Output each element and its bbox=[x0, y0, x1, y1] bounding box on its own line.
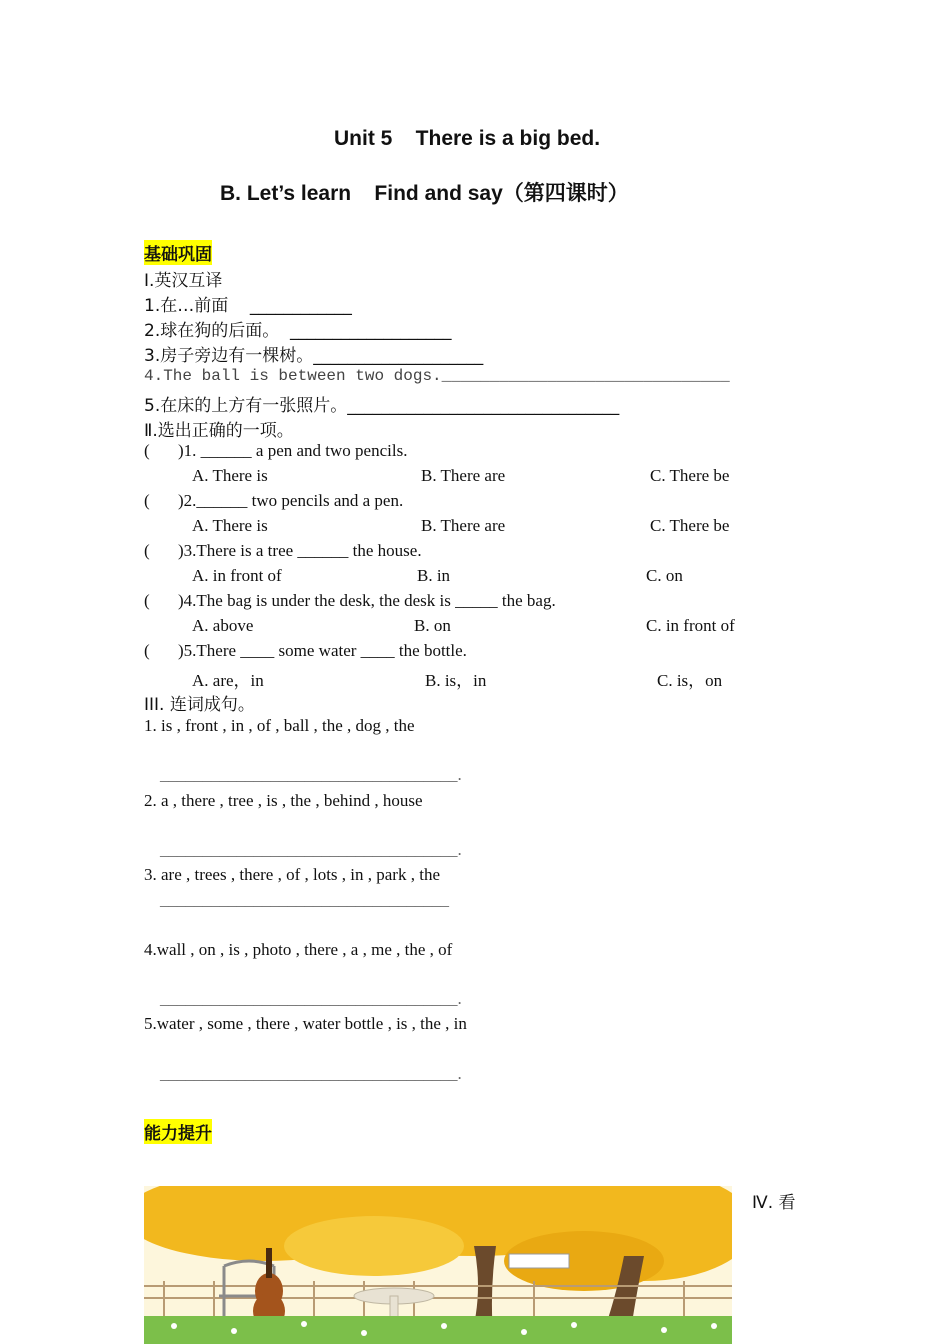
question-paren: ( bbox=[144, 541, 150, 560]
part2-heading: Ⅱ.选出正确的一项。 bbox=[144, 421, 294, 441]
park-scene-illustration bbox=[144, 1186, 732, 1344]
park-sign bbox=[509, 1254, 569, 1268]
option-a: A. in front of bbox=[192, 566, 282, 585]
word-list: 1. is , front , in , of , ball , the , dog , the bbox=[144, 716, 415, 735]
answer-line: ___________________________________. bbox=[160, 989, 462, 1008]
option-b: B. on bbox=[414, 616, 451, 635]
part1-item: 3.房子旁边有一棵树。____________________ bbox=[144, 346, 484, 366]
part1-item: 5.在床的上方有一张照片。________________________________ bbox=[144, 396, 620, 416]
option-c: C. There be bbox=[650, 516, 730, 535]
word-list: 5.water , some , there , water bottle , is , the , in bbox=[144, 1014, 467, 1033]
option-c: C. is，on bbox=[657, 671, 723, 690]
question-paren: ( bbox=[144, 491, 150, 510]
option-a: A. are，in bbox=[192, 671, 264, 690]
question-stem: )1. ______ a pen and two pencils. bbox=[178, 441, 408, 460]
answer-line: ___________________________________. bbox=[160, 840, 462, 859]
option-c: C. There be bbox=[650, 466, 730, 485]
question-paren: ( bbox=[144, 441, 150, 460]
part1-heading: Ⅰ.英汉互译 bbox=[144, 271, 223, 291]
word-list: 3. are , trees , there , of , lots , in , park , the bbox=[144, 865, 440, 884]
part1-item: 2.球在狗的后面。 ___________________ bbox=[144, 321, 452, 341]
word-list: 4.wall , on , is , photo , there , a , me , the , of bbox=[144, 940, 453, 959]
question-paren: ( bbox=[144, 591, 150, 610]
question-paren: ( bbox=[144, 641, 150, 660]
section-label-advanced: 能力提升 bbox=[144, 1119, 212, 1144]
option-b: B. is，in bbox=[425, 671, 487, 690]
answer-line: ___________________________________. bbox=[160, 1064, 462, 1083]
section-label-basics: 基础巩固 bbox=[144, 240, 212, 265]
part1-item: 4.The ball is between two dogs.______________________________ bbox=[144, 367, 730, 385]
option-a: A. There is bbox=[192, 466, 268, 485]
option-c: C. on bbox=[646, 566, 683, 585]
part3-heading: III. 连词成句。 bbox=[144, 695, 255, 715]
question-stem: )3.There is a tree ______ the house. bbox=[178, 541, 422, 560]
option-b: B. There are bbox=[421, 466, 506, 485]
part1-item: 1.在…前面 ____________ bbox=[144, 296, 352, 316]
option-a: A. above bbox=[192, 616, 254, 635]
word-list: 2. a , there , tree , is , the , behind , house bbox=[144, 791, 423, 810]
page-subtitle: B. Let’s learn Find and say（第四课时） bbox=[220, 182, 629, 205]
answer-line: __________________________________ bbox=[160, 890, 449, 909]
question-stem: )2.______ two pencils and a pen. bbox=[178, 491, 404, 510]
part4-heading: Ⅳ. 看 bbox=[752, 1193, 796, 1213]
page-title: Unit 5 There is a big bed. bbox=[334, 127, 601, 150]
option-c: C. in front of bbox=[646, 616, 735, 635]
answer-line: ___________________________________. bbox=[160, 765, 462, 784]
option-b: B. There are bbox=[421, 516, 506, 535]
question-stem: )5.There ____ some water ____ the bottle. bbox=[178, 641, 467, 660]
question-stem: )4.The bag is under the desk, the desk is _____ the bag. bbox=[178, 591, 556, 610]
option-b: B. in bbox=[417, 566, 451, 585]
option-a: A. There is bbox=[192, 516, 268, 535]
